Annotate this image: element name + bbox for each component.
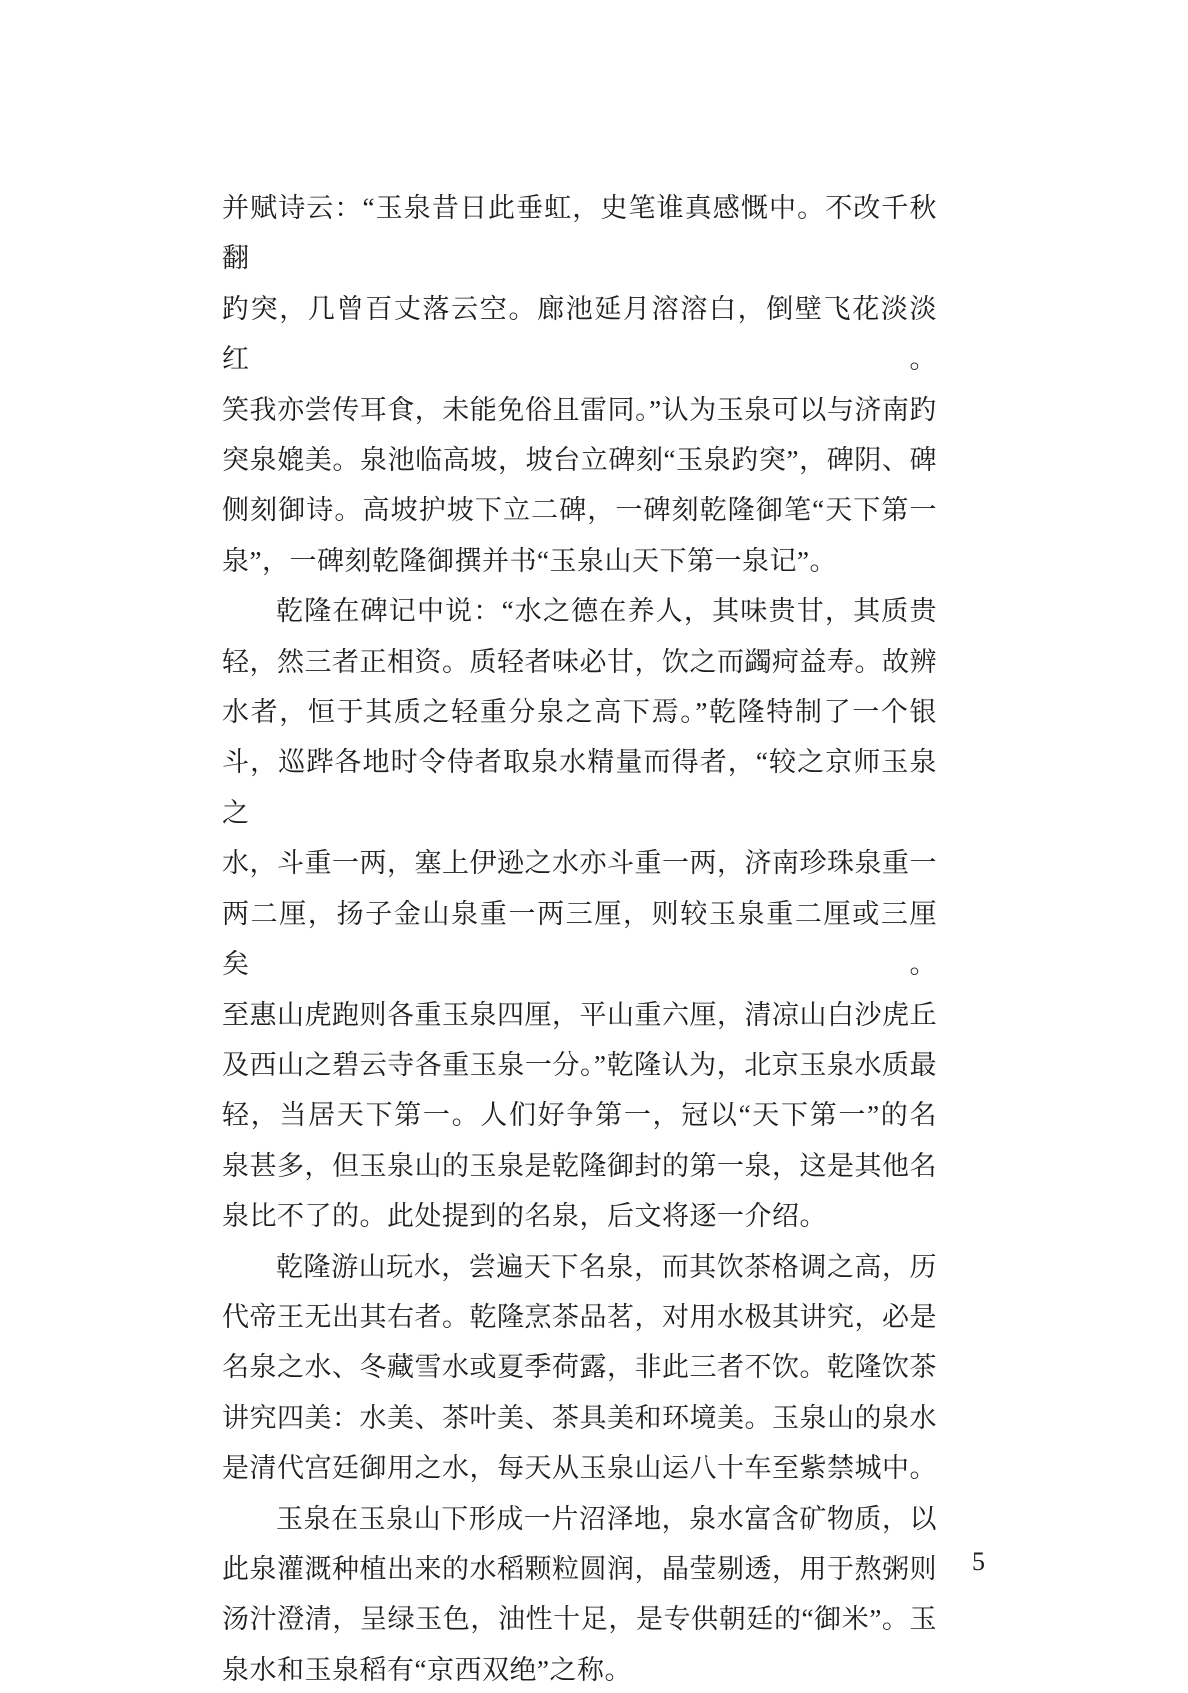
text-line: 侧刻御诗。高坡护坡下立二碑，一碑刻乾隆御笔“天下第一 xyxy=(222,495,937,526)
paragraph xyxy=(222,586,937,1241)
text-line: 玉泉在玉泉山下形成一片沼泽地，泉水富含矿物质，以 xyxy=(276,1503,937,1534)
text-line: 泉”，一碑刻乾隆御撰并书“玉泉山天下第一泉记”。 xyxy=(222,545,837,576)
text-line: 泉甚多，但玉泉山的玉泉是乾隆御封的第一泉，这是其他名 xyxy=(222,1150,937,1181)
text-line: 水，斗重一两，塞上伊逊之水亦斗重一两，济南珍珠泉重一 xyxy=(222,848,937,879)
text-line: 是清代宫廷御用之水，每天从玉泉山运八十车至紫禁城中。 xyxy=(222,1453,937,1484)
text-line: 泉水和玉泉稻有“京西双绝”之称。 xyxy=(222,1654,632,1685)
paragraph xyxy=(222,183,937,586)
text-line: 趵突，几曾百丈落云空。廊池延月溶溶白，倒壁飞花淡淡红。 xyxy=(222,293,937,375)
text-line: 代帝王无出其右者。乾隆烹茶品茗，对用水极其讲究，必是 xyxy=(222,1301,937,1332)
paragraph xyxy=(222,1242,937,1494)
text-line: 乾隆游山玩水，尝遍天下名泉，而其饮茶格调之高，历 xyxy=(276,1251,937,1282)
text-line: 突泉媲美。泉池临高坡，坡台立碑刻“玉泉趵突”，碑阴、碑 xyxy=(222,445,937,476)
page-number: 5 xyxy=(972,1547,985,1576)
text-line: 名泉之水、冬藏雪水或夏季荷露，非此三者不饮。乾隆饮茶 xyxy=(222,1352,937,1383)
text-block xyxy=(222,183,937,1693)
text-line: 至惠山虎跑则各重玉泉四厘，平山重六厘，清凉山白沙虎丘 xyxy=(222,999,937,1030)
text-line: 轻，当居天下第一。人们好争第一，冠以“天下第一”的名 xyxy=(222,1100,937,1131)
text-line: 笑我亦尝传耳食，未能免俗且雷同。”认为玉泉可以与济南趵 xyxy=(222,394,937,425)
text-line: 讲究四美：水美、茶叶美、茶具美和环境美。玉泉山的泉水 xyxy=(222,1402,937,1433)
text-line: 汤汁澄清，呈绿玉色，油性十足，是专供朝廷的“御米”。玉 xyxy=(222,1604,937,1635)
text-line: 两二厘，扬子金山泉重一两三厘，则较玉泉重二厘或三厘矣。 xyxy=(222,898,937,980)
text-line: 及西山之碧云寺各重玉泉一分。”乾隆认为，北京玉泉水质最 xyxy=(222,1049,937,1080)
text-line: 乾隆在碑记中说：“水之德在养人，其味贵甘，其质贵 xyxy=(276,596,937,627)
paragraph xyxy=(222,1494,937,1693)
text-line: 轻，然三者正相资。质轻者味必甘，饮之而蠲疴益寿。故辨 xyxy=(222,646,937,677)
text-line: 水者，恒于其质之轻重分泉之高下焉。”乾隆特制了一个银 xyxy=(222,697,937,728)
text-line: 斗，巡跸各地时令侍者取泉水精量而得者，“较之京师玉泉之 xyxy=(222,747,937,828)
text-line: 泉比不了的。此处提到的名泉，后文将逐一介绍。 xyxy=(222,1201,827,1232)
text-line: 此泉灌溉种植出来的水稻颗粒圆润，晶莹剔透，用于熬粥则 xyxy=(222,1553,937,1584)
text-line: 并赋诗云：“玉泉昔日此垂虹，史笔谁真感慨中。不改千秋翻 xyxy=(222,193,937,274)
